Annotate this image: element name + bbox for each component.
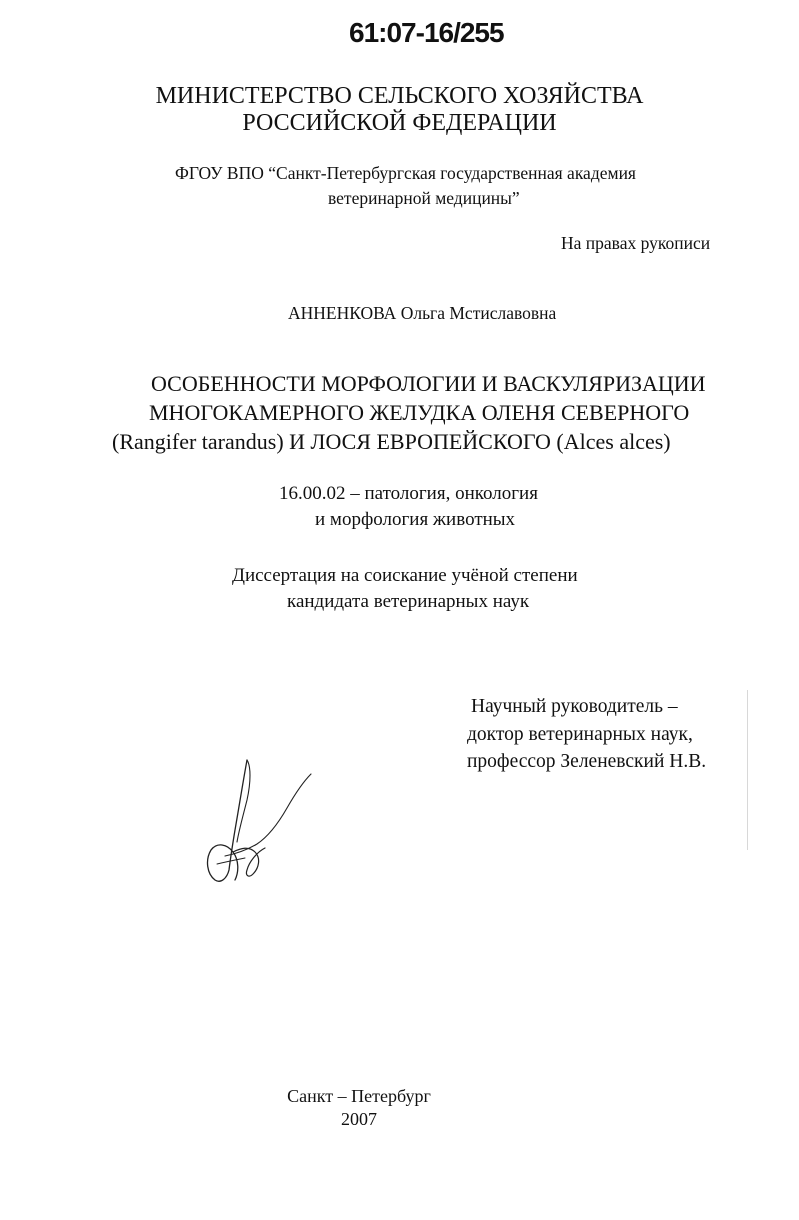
catalog-stamp: 61:07-16/255 bbox=[349, 17, 504, 48]
ministry-line-1: МИНИСТЕРСТВО СЕЛЬСКОГО ХОЗЯЙСТВА bbox=[155, 83, 644, 109]
institution-line-2: ветеринарной медицины” bbox=[328, 188, 520, 208]
specialty-line-1: 16.00.02 – патология, онкология bbox=[279, 483, 538, 504]
city: Санкт – Петербург bbox=[287, 1086, 431, 1106]
institution-line-1: ФГОУ ВПО “Санкт-Петербургская государственная академия bbox=[175, 163, 636, 183]
manuscript-rights: На правах рукописи bbox=[561, 233, 711, 253]
dissertation-line-1: Диссертация на соискание учёной степени bbox=[232, 565, 578, 586]
thesis-title-line-1: ОСОБЕННОСТИ МОРФОЛОГИИ И ВАСКУЛЯРИЗАЦИИ bbox=[151, 371, 706, 396]
thesis-title-line-3: (Rangifer tarandus) И ЛОСЯ ЕВРОПЕЙСКОГО (Alces alces) bbox=[112, 429, 671, 454]
author-name: АННЕНКОВА Ольга Мстиславовна bbox=[288, 303, 557, 323]
scan-artifact-line bbox=[747, 690, 748, 850]
advisor-line-2: доктор ветеринарных наук, bbox=[467, 724, 693, 745]
ministry-line-2: РОССИЙСКОЙ ФЕДЕРАЦИИ bbox=[242, 110, 557, 136]
dissertation-line-2: кандидата ветеринарных наук bbox=[287, 591, 530, 612]
year: 2007 bbox=[341, 1109, 377, 1129]
handwritten-signature bbox=[195, 752, 320, 892]
advisor-line-3: профессор Зеленевский Н.В. bbox=[467, 751, 707, 772]
advisor-line-1: Научный руководитель – bbox=[471, 696, 678, 717]
thesis-title-line-2: МНОГОКАМЕРНОГО ЖЕЛУДКА ОЛЕНЯ СЕВЕРНОГО bbox=[149, 400, 690, 425]
specialty-line-2: и морфология животных bbox=[315, 509, 516, 530]
